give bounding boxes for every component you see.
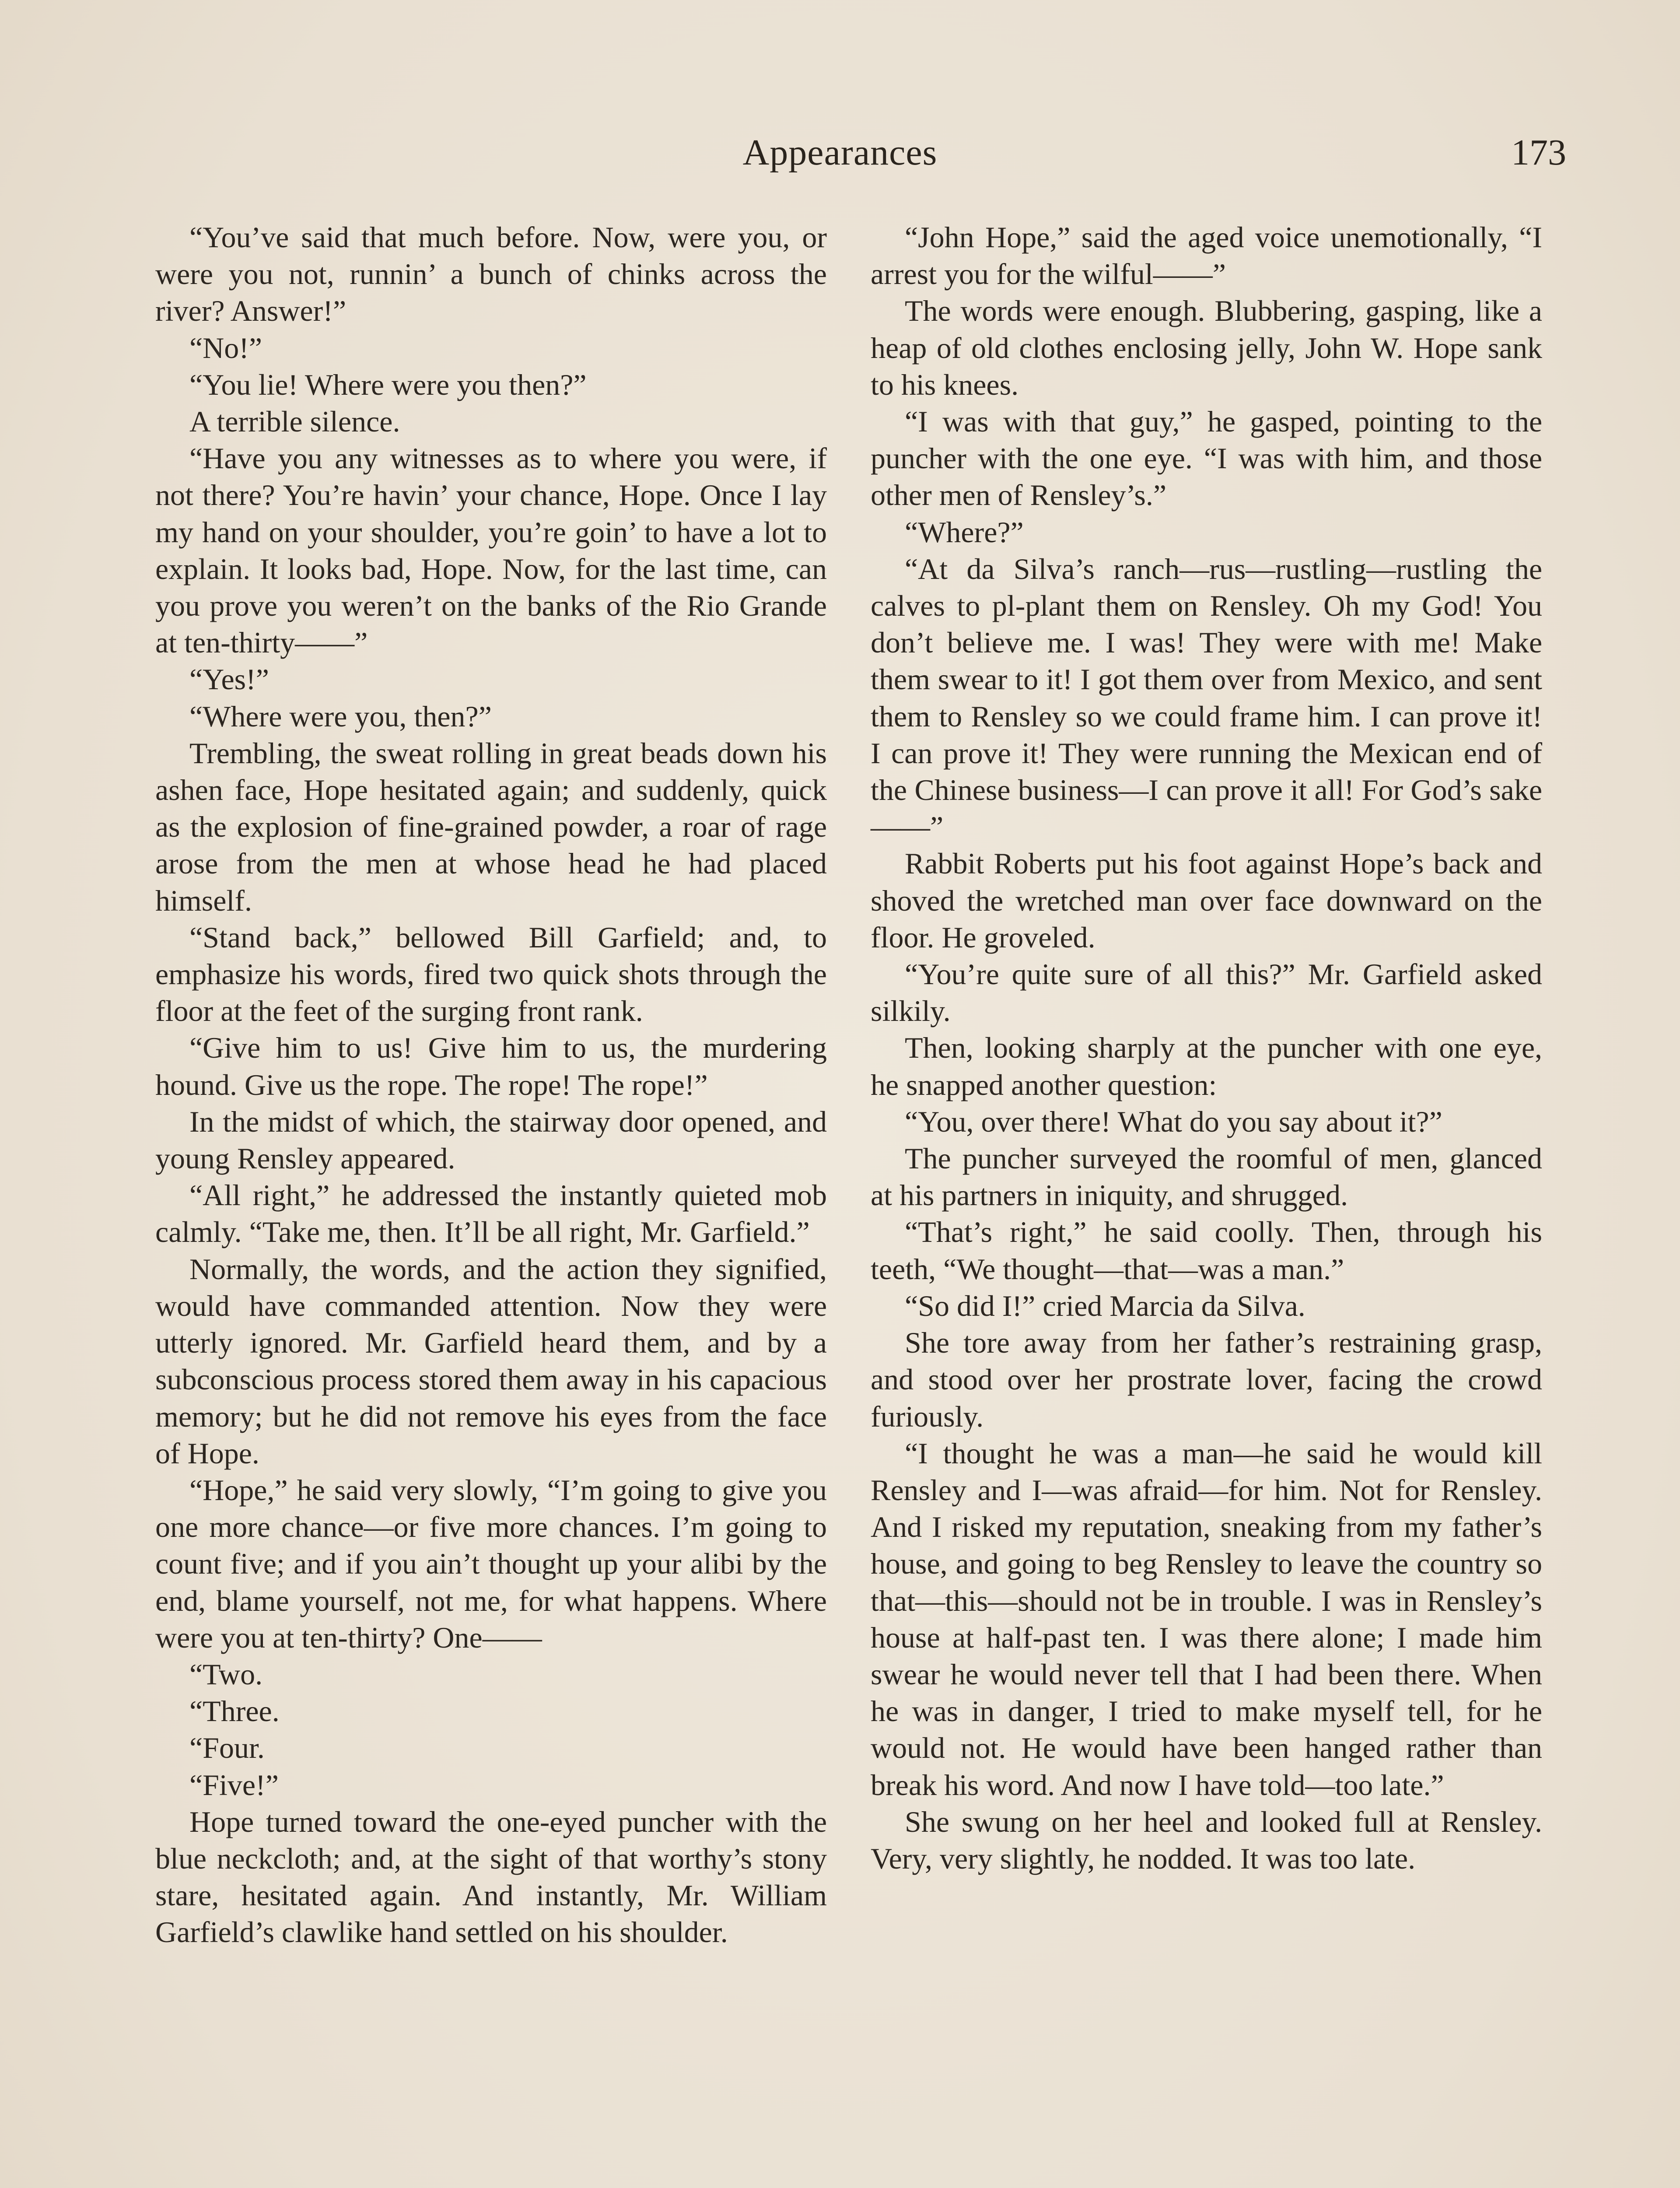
paragraph: In the midst of which, the stairway door opened, and young Rensley appeared.	[155, 1105, 827, 1175]
paragraph: “No!”	[189, 331, 262, 365]
paragraph: “I was with that guy,” he gasped, pointing to the puncher with the one eye. “I was with him, and those other men of Rensley’s.”	[871, 405, 1542, 512]
paragraph: The words were enough. Blubbering, gasping, like a heap of old clothes enclosing jelly, John W. Hope sank to his knees.	[871, 294, 1542, 401]
paragraph: “Have you any witnesses as to where you were, if not there? You’re havin’ your chance, Hope. Once I lay my hand on your shoulder, you’re goin’ to have a lot to explain. It looks bad, Hope. Now, for the last time, can you prove you weren’t on the banks of the Rio Grande at ten-thirty——”	[155, 442, 827, 659]
paragraph: Rabbit Roberts put his foot against Hope’s back and shoved the wretched man over face downward on the floor. He groveled.	[871, 847, 1542, 954]
paragraph: “Where?”	[905, 515, 1024, 549]
running-title: Appearances	[742, 132, 938, 173]
paragraph: “Give him to us! Give him to us, the murdering hound. Give us the rope. The rope! The rope!”	[155, 1031, 827, 1101]
paragraph: The puncher surveyed the roomful of men, glanced at his partners in iniquity, and shrugged.	[871, 1142, 1542, 1212]
paragraph: “Where were you, then?”	[189, 699, 492, 733]
paragraph: “You, over there! What do you say about it?”	[905, 1105, 1442, 1138]
paragraph: “At da Silva’s ranch—rus—rustling—rustling the calves to pl-plant them on Rensley. Oh my God! You don’t believe me. I was! They were with me! Make them swear to it! I got them over from Mexico, and sent them to Rensley so we could frame him. I can prove it! I can prove it! They were running the Mexican end of the Chinese business—I can prove it all! For God’s sake——”	[871, 552, 1542, 844]
paragraph: “Four.	[189, 1731, 265, 1765]
paragraph: “I thought he was a man—he said he would kill Rensley and I—was afraid—for him. Not for Rensley. And I risked my reputation, sneaking from my father’s house, and going to beg Rensley to leave the country so that—this—should not be in trouble. I was in Rensley’s house at half-past ten. I was there alone; I made him swear he would never tell that I had been there. When he was in danger, I tried to make myself tell, for he would not. He would have been hanged rather than break his word. And now I have told—too late.”	[871, 1436, 1542, 1802]
paragraph: “Yes!”	[189, 663, 269, 696]
paragraph: “John Hope,” said the aged voice unemotionally, “I arrest you for the wilful——”	[871, 221, 1542, 291]
page-number: 173	[1511, 132, 1566, 173]
paragraph: She swung on her heel and looked full at Rensley. Very, very slightly, he nodded. It was too late.	[871, 1805, 1542, 1875]
paragraph: “Five!”	[189, 1768, 279, 1802]
paragraph: “Two.	[189, 1657, 263, 1691]
paragraph: Hope turned toward the one-eyed puncher with the blue neckcloth; and, at the sight of that worthy’s stony stare, hesitated again. And instantly, Mr. William Garfield’s clawlike hand settled on his shoulder.	[155, 1805, 827, 1949]
paragraph: She tore away from her father’s restraining grasp, and stood over her prostrate lover, facing the crowd furiously.	[871, 1326, 1542, 1433]
text-column-left	[155, 219, 827, 1951]
paragraph: “You’re quite sure of all this?” Mr. Garfield asked silkily.	[871, 957, 1542, 1028]
paragraph: “That’s right,” he said coolly. Then, through his teeth, “We thought—that—was a man.”	[871, 1215, 1542, 1286]
paragraph: Normally, the words, and the action they signified, would have commanded attention. Now they were utterly ignored. Mr. Garfield heard them, and by a subconscious process stored them away in his capacious memory; but he did not remove his eyes from the face of Hope.	[155, 1252, 827, 1470]
paragraph: “Three.	[189, 1694, 280, 1728]
paragraph: A terrible silence.	[189, 405, 400, 438]
paragraph: “Stand back,” bellowed Bill Garfield; and, to emphasize his words, fired two quick shots through the floor at the feet of the surging front rank.	[155, 920, 827, 1028]
paragraph: “All right,” he addressed the instantly quieted mob calmly. “Take me, then. It’ll be all right, Mr. Garfield.”	[155, 1178, 827, 1249]
text-column-right	[871, 219, 1542, 1877]
paragraph: “You lie! Where were you then?”	[189, 368, 587, 401]
paragraph: Trembling, the sweat rolling in great beads down his ashen face, Hope hesitated again; and suddenly, quick as the explosion of fine-grained powder, a roar of rage arose from the men at whose head he had placed himself.	[155, 736, 827, 917]
paragraph: Then, looking sharply at the puncher with one eye, he snapped another question:	[871, 1031, 1542, 1101]
paragraph: “Hope,” he said very slowly, “I’m going to give you one more chance—or five more chances. I’m going to count five; and if you ain’t thought up your alibi by the end, blame yourself, not me, for what happens. Where were you at ten-thirty? One——	[155, 1473, 827, 1654]
paragraph: “You’ve said that much before. Now, were you, or were you not, runnin’ a bunch of chinks across the river? Answer!”	[155, 221, 827, 328]
paragraph: “So did I!” cried Marcia da Silva.	[905, 1289, 1306, 1322]
